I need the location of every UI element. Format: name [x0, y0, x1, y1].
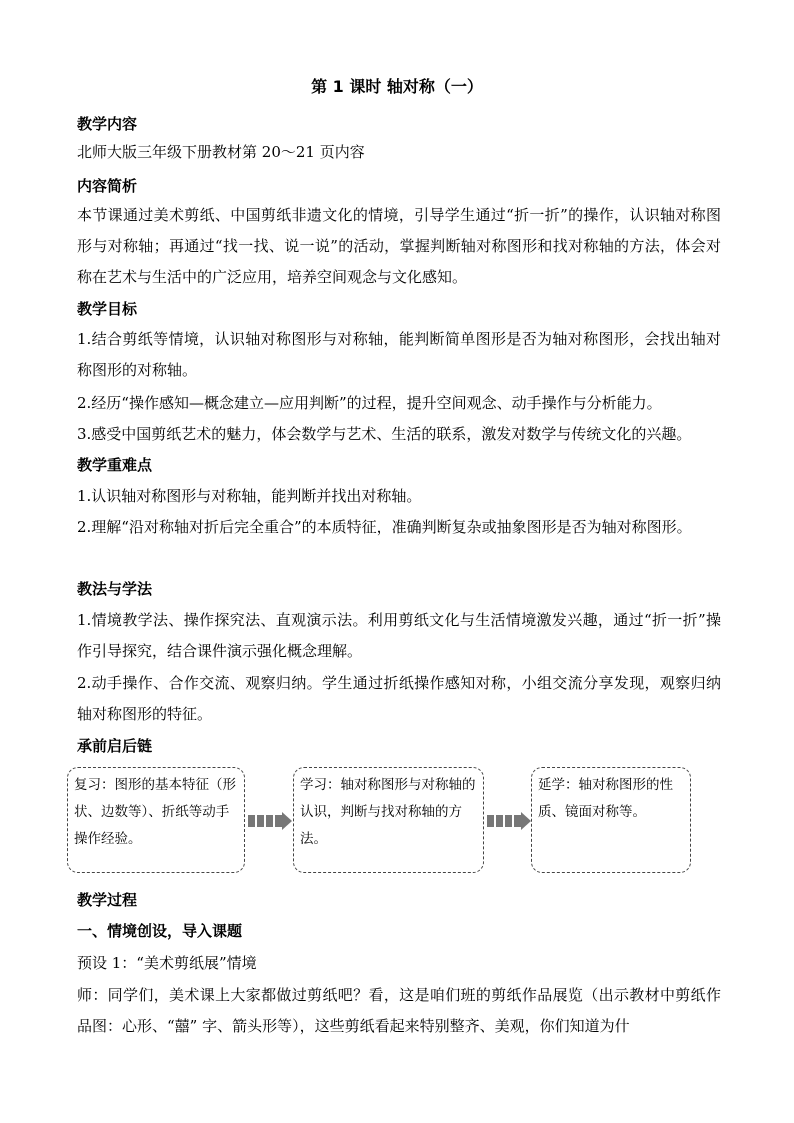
- heading-key-points: 教学重难点: [77, 456, 153, 474]
- heading-content-analysis: 内容简析: [77, 177, 138, 195]
- chain-arrow-2: [487, 812, 531, 830]
- chain-box-learn: 学习：轴对称图形与对称轴的认识，判断与找对称轴的方法。: [293, 767, 484, 873]
- goal-item: 2.经历“操作感知—概念建立—应用判断”的过程，提升空间观念、动手操作与分析能力。: [77, 394, 662, 412]
- heading-chain: 承前启后链: [77, 737, 153, 755]
- preset-line: 预设 1：“美术剪纸展”情境: [77, 954, 257, 972]
- heading-step-1: 一、情境创设，导入课题: [77, 922, 243, 940]
- heading-methods: 教法与学法: [77, 580, 153, 598]
- heading-teaching-content: 教学内容: [77, 115, 138, 133]
- chain-box-extend: 延学：轴对称图形的性质、镜面对称等。: [531, 767, 691, 873]
- content-analysis-text: 本节课通过美术剪纸、中国剪纸非遗文化的情境，引导学生通过“折一折”的操作，认识轴对称图形与对称轴；再通过“找一找、说一说”的活动，掌握判断轴对称图形和找对称轴的方法，体会对称在艺术与生活中的广泛应用，培养空间观念与文化感知。: [77, 206, 721, 286]
- key-point-item: 1.认识轴对称图形与对称轴，能判断并找出对称轴。: [77, 487, 422, 505]
- chain-arrow-1: [248, 812, 292, 830]
- teaching-content-text: 北师大版三年级下册教材第 20～21 页内容: [77, 143, 365, 161]
- key-point-item: 2.理解“沿对称轴对折后完全重合”的本质特征，准确判断复杂或抽象图形是否为轴对称图形。: [77, 518, 692, 536]
- heading-teaching-process: 教学过程: [77, 891, 138, 909]
- teacher-dialogue: 师：同学们，美术课上大家都做过剪纸吧？看，这是咱们班的剪纸作品展览（出示教材中剪纸作品图：心形、“囍” 字、箭头形等），这些剪纸看起来特别整齐、美观，你们知道为什: [77, 986, 721, 1035]
- goal-item: 3.感受中国剪纸艺术的魅力，体会数学与艺术、生活的联系，激发对数学与传统文化的兴趣。: [77, 425, 692, 443]
- method-item: 2.动手操作、合作交流、观察归纳。学生通过折纸操作感知对称，小组交流分享发现，观察归纳轴对称图形的特征。: [77, 674, 721, 723]
- heading-teaching-goals: 教学目标: [77, 300, 138, 318]
- goal-item: 1.结合剪纸等情境，认识轴对称图形与对称轴，能判断简单图形是否为轴对称图形，会找出轴对称图形的对称轴。: [77, 330, 721, 379]
- method-item: 1.情境教学法、操作探究法、直观演示法。利用剪纸文化与生活情境激发兴趣，通过“折一折”操作引导探究，结合课件演示强化概念理解。: [77, 611, 721, 660]
- lesson-title: 第 1 课时 轴对称（一）: [311, 77, 483, 96]
- chain-box-review: 复习：图形的基本特征（形状、边数等）、折纸等动手操作经验。: [67, 767, 245, 873]
